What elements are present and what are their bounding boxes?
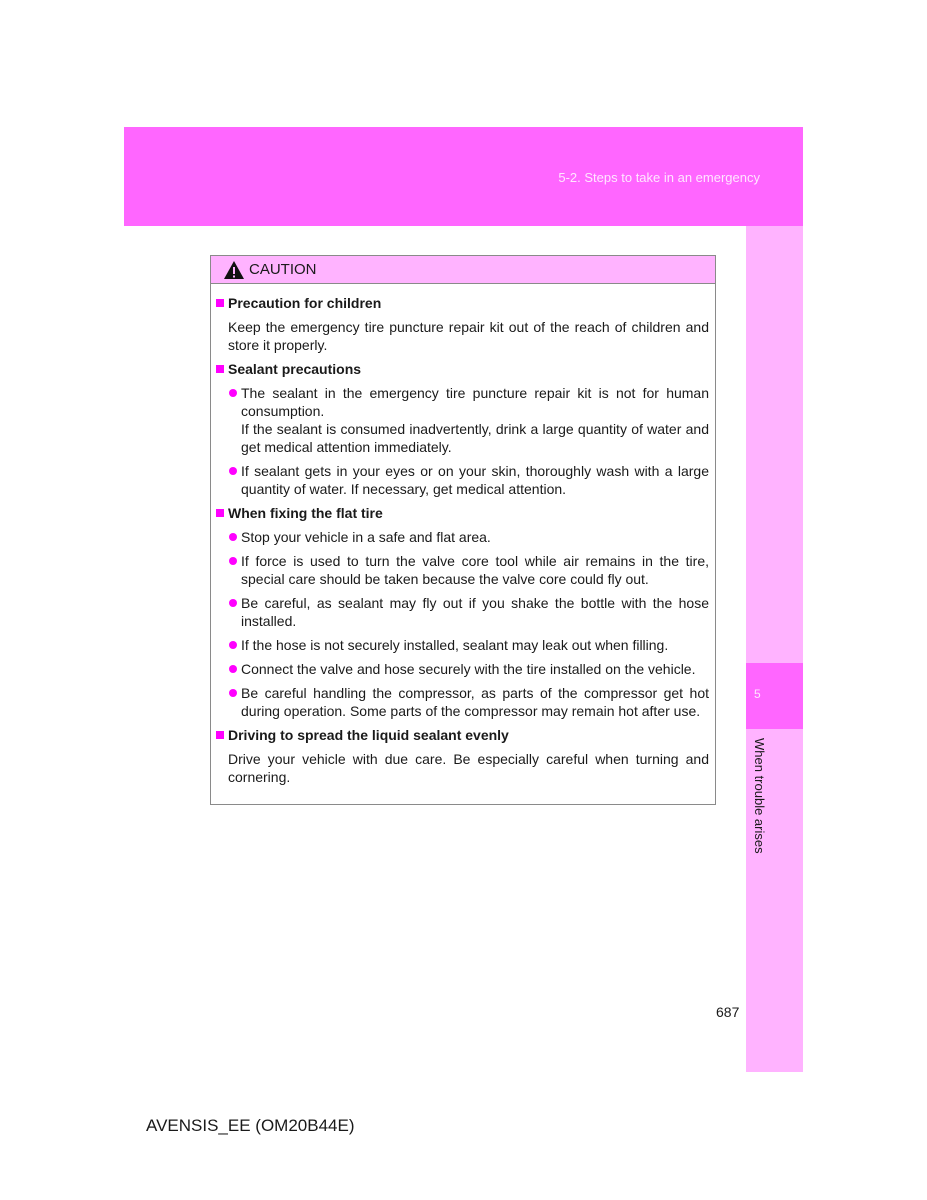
chapter-indicator xyxy=(746,663,803,729)
round-bullet-icon xyxy=(229,599,237,607)
bullet-item xyxy=(229,528,709,546)
bullet-item xyxy=(229,462,709,498)
bullet-text: Stop your vehicle in a safe and flat area. xyxy=(241,529,491,545)
round-bullet-icon xyxy=(229,467,237,475)
bullet-text: Connect the valve and hose securely with the tire installed on the vehicle. xyxy=(241,661,696,677)
square-bullet-icon xyxy=(216,365,224,373)
section-title: 5-2. Steps to take in an emergency xyxy=(558,170,760,185)
bullet-text: The sealant in the emergency tire puncture repair kit is not for human consumption. xyxy=(241,385,709,419)
square-bullet-icon xyxy=(216,731,224,739)
round-bullet-icon xyxy=(229,641,237,649)
bullet-item xyxy=(229,552,709,588)
caution-title: CAUTION xyxy=(249,261,317,278)
caution-section xyxy=(216,294,709,354)
section-heading-text: Precaution for children xyxy=(228,295,382,311)
section-heading xyxy=(216,360,709,378)
document-code: AVENSIS_EE (OM20B44E) xyxy=(146,1116,355,1135)
header-band xyxy=(124,127,803,226)
caution-header xyxy=(211,256,715,284)
caution-section xyxy=(216,360,709,498)
bullet-item xyxy=(229,594,709,630)
section-heading-text: Driving to spread the liquid sealant evenly xyxy=(228,727,509,743)
caution-box xyxy=(210,255,716,805)
bullet-item xyxy=(229,660,709,678)
bullet-text: If force is used to turn the valve core tool while air remains in the tire, special care should be taken because the valve core could fly out. xyxy=(241,553,709,587)
bullet-text: If the hose is not securely installed, sealant may leak out when filling. xyxy=(241,637,669,653)
bullet-text: Be careful, as sealant may fly out if you shake the bottle with the hose installed. xyxy=(241,595,709,629)
section-paragraph: Keep the emergency tire puncture repair kit out of the reach of children and store it properly. xyxy=(228,319,709,353)
section-heading xyxy=(216,294,709,312)
round-bullet-icon xyxy=(229,389,237,397)
section-paragraph: Drive your vehicle with due care. Be especially careful when turning and cornering. xyxy=(228,751,709,785)
section-heading xyxy=(216,504,709,522)
bullet-item xyxy=(229,384,709,420)
round-bullet-icon xyxy=(229,557,237,565)
section-heading xyxy=(216,726,709,744)
side-tab xyxy=(746,226,803,1072)
caution-body xyxy=(211,284,715,786)
caution-section xyxy=(216,726,709,786)
chapter-title: When trouble arises xyxy=(752,738,767,854)
bullet-text: If sealant gets in your eyes or on your skin, thoroughly wash with a large quantity of water. If necessary, get medical attention. xyxy=(241,463,709,497)
chapter-number: 5 xyxy=(754,687,761,701)
section-heading-text: When fixing the flat tire xyxy=(228,505,383,521)
round-bullet-icon xyxy=(229,665,237,673)
warning-icon xyxy=(223,260,249,280)
square-bullet-icon xyxy=(216,299,224,307)
bullet-item xyxy=(229,684,709,720)
round-bullet-icon xyxy=(229,533,237,541)
section-heading-text: Sealant precautions xyxy=(228,361,362,377)
page-number: 687 xyxy=(716,1004,740,1020)
bullet-text: If the sealant is consumed inadvertently, drink a large quantity of water and get medical attention immediately. xyxy=(241,421,709,455)
bullet-item xyxy=(229,636,709,654)
round-bullet-icon xyxy=(229,689,237,697)
bullet-item xyxy=(229,420,709,456)
caution-section xyxy=(216,504,709,720)
bullet-text: Be careful handling the compressor, as parts of the compressor get hot during operation. Some parts of the compressor may remain hot after use. xyxy=(241,685,709,719)
square-bullet-icon xyxy=(216,509,224,517)
